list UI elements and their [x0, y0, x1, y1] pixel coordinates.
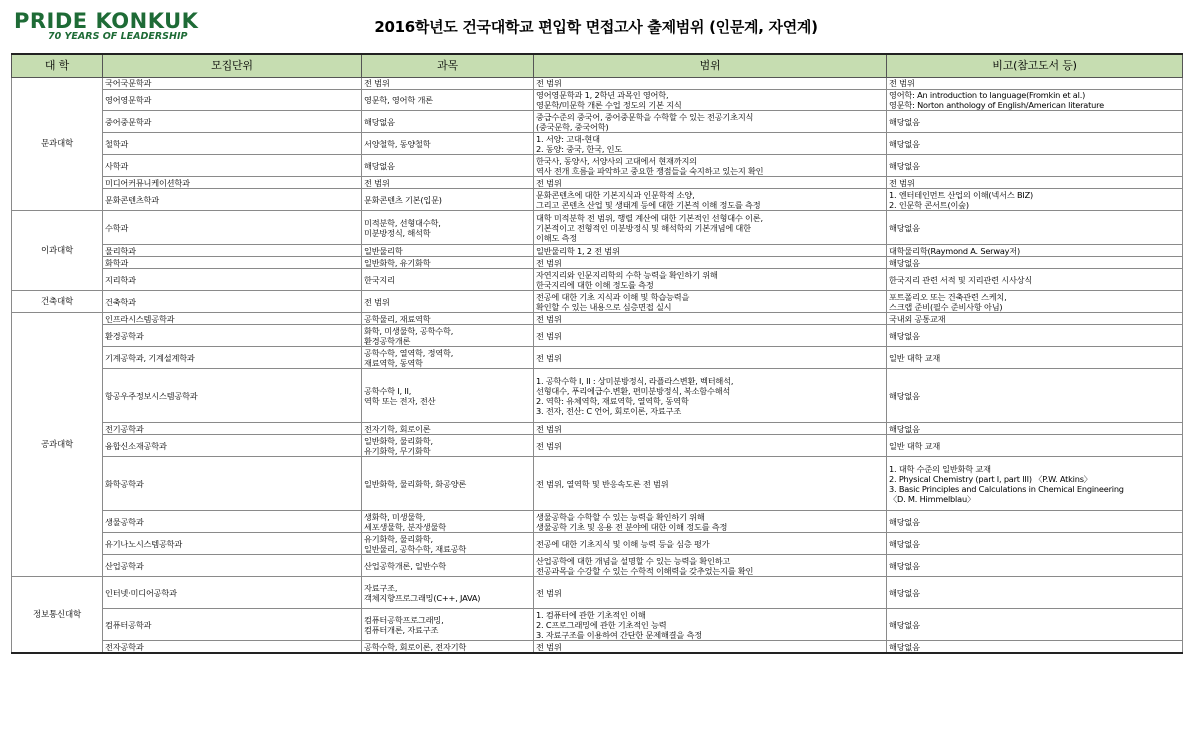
note-cell: [887, 257, 1183, 269]
note-cell: [887, 325, 1183, 347]
cell-text-line: 역학 또는 전자, 전산: [364, 395, 436, 406]
department-cell: [103, 133, 362, 155]
cell-text-line: 전 범위, 열역학 및 반응속도론 전 범위: [536, 478, 669, 489]
cell-text-line: 해당없음: [364, 116, 395, 127]
note-cell: [887, 435, 1183, 457]
cell-text-line: 전 범위: [364, 78, 390, 89]
table-row: [12, 211, 1183, 245]
cell-text-line: 공학수학, 열역학, 정역학,: [364, 347, 454, 358]
cell-text-line: 2. 동양: 중국, 한국, 인도: [536, 143, 623, 154]
cell-text-line: 한국지리 관련 서적 및 지리관련 시사상식: [889, 274, 1033, 285]
cell-text-line: 미적분학, 선형대수학,: [364, 217, 441, 228]
cell-text-line: 한국사, 동양사, 서양사의 고대에서 현재까지의: [536, 155, 697, 166]
cell-text-line: 전자공학과: [105, 641, 144, 652]
department-cell: [103, 245, 362, 257]
note-cell: [887, 245, 1183, 257]
department-cell: [103, 533, 362, 555]
cell-text-line: 전 범위: [364, 177, 390, 188]
cell-text-line: 전 범위: [536, 587, 562, 598]
cell-text-line: 1. 컴퓨터에 관한 기초적인 이해: [536, 609, 646, 620]
table-row: [12, 555, 1183, 577]
cell-text-line: 재료역학, 동역학: [364, 357, 423, 368]
cell-text-line: 객체지향프로그래밍(C++, JAVA): [364, 592, 481, 603]
subject-cell: [362, 111, 534, 133]
subject-cell: [362, 457, 534, 511]
cell-text-line: 스크랩 준비(필수 준비사항 아님): [889, 301, 1003, 312]
cell-text-line: 3. Basic Principles and Calculations in Chemical Engineering: [889, 483, 1124, 494]
cell-text-line: 서양철학, 동양철학: [364, 138, 431, 149]
note-cell: [887, 609, 1183, 641]
cell-text-line: 대학 미적분학 전 범위, 행렬 계산에 대한 기본적인 선형대수 이론,: [536, 212, 763, 223]
note-cell: [887, 78, 1183, 90]
cell-text-line: 자료구조,: [364, 582, 398, 593]
cell-text-line: 항공우주정보시스템공학과: [105, 390, 198, 401]
cell-text-line: 사학과: [105, 160, 129, 171]
department-cell: [103, 325, 362, 347]
note-cell: [887, 641, 1183, 653]
cell-text-line: 미디어커뮤니케이션학과: [105, 177, 190, 188]
table-row: [12, 313, 1183, 325]
cell-text-line: 화학과: [105, 257, 129, 268]
cell-text-line: 전 범위: [536, 641, 562, 652]
cell-text-line: 인프라시스템공학과: [105, 313, 175, 324]
department-cell: [103, 457, 362, 511]
cell-text-line: 환경공학과: [105, 330, 144, 341]
subject-cell: [362, 325, 534, 347]
header-note: 비고(참고도서 등): [887, 54, 1183, 78]
cell-text-line: 생물공학과: [105, 516, 144, 527]
cell-text-line: 전 범위: [364, 296, 390, 307]
note-cell: [887, 313, 1183, 325]
table-row: [12, 245, 1183, 257]
note-cell: [887, 177, 1183, 189]
range-cell: [534, 347, 887, 369]
range-cell: [534, 90, 887, 111]
note-cell: [887, 189, 1183, 211]
subject-cell: [362, 78, 534, 90]
subject-cell: [362, 155, 534, 177]
department-cell: [103, 555, 362, 577]
cell-text-line: 해당없음: [889, 257, 920, 268]
cell-text-line: 철학과: [105, 138, 129, 149]
note-cell: [887, 369, 1183, 423]
range-cell: [534, 257, 887, 269]
cell-text-line: 해당없음: [889, 587, 920, 598]
note-cell: [887, 90, 1183, 111]
cell-text-line: 전 범위: [536, 440, 562, 451]
department-cell: [103, 211, 362, 245]
cell-text-line: 2. 인문학 콘서트(이숲): [889, 199, 969, 210]
cell-text-line: 기계공학과, 기계설계학과: [105, 352, 195, 363]
cell-text-line: 전 범위: [536, 78, 562, 89]
college-cell: 문과대학: [12, 78, 103, 211]
cell-text-line: 〈D. M. Himmelblau〉: [889, 494, 975, 505]
cell-text-line: 역사 전개 흐름을 파악하고 중요한 쟁점들을 숙지하고 있는지 확인: [536, 165, 764, 176]
department-cell: [103, 435, 362, 457]
cell-text-line: 해당없음: [889, 330, 920, 341]
subject-cell: [362, 313, 534, 325]
cell-text-line: 화학공학과: [105, 478, 144, 489]
cell-text-line: 해당없음: [889, 560, 920, 571]
cell-text-line: 문화콘텐츠에 대한 기본지식과 인문학적 소양,: [536, 189, 695, 200]
range-cell: [534, 641, 887, 653]
department-cell: [103, 641, 362, 653]
range-cell: [534, 457, 887, 511]
subject-cell: [362, 177, 534, 189]
subject-cell: [362, 347, 534, 369]
cell-text-line: 수학과: [105, 222, 129, 233]
cell-text-line: 물리학과: [105, 245, 136, 256]
exam-scope-table: [11, 53, 1183, 654]
logo-sub-text: 70 YEARS OF LEADERSHIP: [48, 31, 188, 42]
table-row: [12, 155, 1183, 177]
cell-text-line: 그리고 콘텐츠 산업 및 생태계 등에 대한 기본적 이해 정도를 측정: [536, 199, 761, 210]
cell-text-line: 유기화학, 물리화학,: [364, 533, 433, 544]
cell-text-line: 전 범위: [536, 177, 562, 188]
cell-text-line: 산업공학개론, 일반수학: [364, 560, 446, 571]
cell-text-line: 공학수학 I, II,: [364, 385, 412, 396]
cell-text-line: 기본적이고 전형적인 미분방정식 및 해석학의 기본개념에 대한: [536, 222, 751, 233]
college-cell: 공과대학: [12, 313, 103, 577]
table-row: [12, 78, 1183, 90]
range-cell: [534, 555, 887, 577]
cell-text-line: 확인할 수 있는 내용으로 심층면접 실시: [536, 301, 672, 312]
table-row: [12, 291, 1183, 313]
cell-text-line: 일반화학, 유기화학: [364, 257, 431, 268]
cell-text-line: 해당없음: [889, 160, 920, 171]
cell-text-line: 생물공학을 수학할 수 있는 능력을 확인하기 위해: [536, 511, 705, 522]
cell-text-line: 해당없음: [889, 538, 920, 549]
table-row: [12, 533, 1183, 555]
note-cell: [887, 269, 1183, 291]
subject-cell: [362, 555, 534, 577]
cell-text-line: 해당없음: [889, 222, 920, 233]
subject-cell: [362, 257, 534, 269]
cell-text-line: 전 범위: [536, 423, 562, 434]
cell-text-line: (중국문학, 중국어학): [536, 121, 609, 132]
cell-text-line: 전 범위: [889, 78, 915, 89]
cell-text-line: 한국지리: [364, 274, 395, 285]
range-cell: [534, 291, 887, 313]
cell-text-line: 공학수학, 회로이론, 전자기학: [364, 641, 467, 652]
note-cell: [887, 111, 1183, 133]
range-cell: [534, 609, 887, 641]
cell-text-line: 일반물리학 1, 2 전 범위: [536, 245, 620, 256]
cell-text-line: 전 범위: [889, 177, 915, 188]
cell-text-line: 공학물리, 재료역학: [364, 313, 431, 324]
cell-text-line: 2. Physical Chemistry (part I, part III) 〈P.W. Atkins〉: [889, 473, 1092, 484]
subject-cell: [362, 577, 534, 609]
note-cell: [887, 511, 1183, 533]
cell-text-line: 해당없음: [889, 423, 920, 434]
subject-cell: [362, 291, 534, 313]
range-cell: [534, 211, 887, 245]
range-cell: [534, 155, 887, 177]
table-header-row: [12, 54, 1183, 78]
cell-text-line: 2. 역학: 유체역학, 재료역학, 열역학, 동역학: [536, 395, 689, 406]
cell-text-line: 컴퓨터공학프로그래밍,: [364, 614, 444, 625]
cell-text-line: 해당없음: [889, 116, 920, 127]
range-cell: [534, 435, 887, 457]
cell-text-line: 대학물리학(Raymond A. Serway저): [889, 245, 1021, 256]
note-cell: [887, 533, 1183, 555]
page-title: 2016학년도 건국대학교 편입학 면접고사 출제범위 (인문계, 자연계): [374, 18, 818, 36]
table-row: [12, 457, 1183, 511]
table-row: [12, 269, 1183, 291]
department-cell: [103, 90, 362, 111]
header-department: 모집단위: [103, 54, 362, 78]
range-cell: [534, 533, 887, 555]
range-cell: [534, 133, 887, 155]
cell-text-line: 유기나노시스템공학과: [105, 538, 183, 549]
cell-text-line: 한국지리에 대한 이해 정도를 측정: [536, 279, 654, 290]
cell-text-line: 건축학과: [105, 296, 136, 307]
range-cell: [534, 325, 887, 347]
note-cell: [887, 423, 1183, 435]
note-cell: [887, 555, 1183, 577]
cell-text-line: 1. 대학 수준의 일반화학 교재: [889, 463, 991, 474]
subject-cell: [362, 90, 534, 111]
cell-text-line: 선형대수, 푸리에급수.변환, 편미분방정식, 복소함수해석: [536, 385, 731, 396]
cell-text-line: 해당없음: [889, 516, 920, 527]
subject-cell: [362, 211, 534, 245]
header-range: 범위: [534, 54, 887, 78]
cell-text-line: 전 범위: [536, 313, 562, 324]
college-cell: 정보통신대학: [12, 577, 103, 653]
cell-text-line: 지리학과: [105, 274, 136, 285]
cell-text-line: 컴퓨터공학과: [105, 619, 152, 630]
department-cell: [103, 291, 362, 313]
department-cell: [103, 313, 362, 325]
range-cell: [534, 111, 887, 133]
cell-text-line: 해당없음: [889, 641, 920, 652]
department-cell: [103, 511, 362, 533]
cell-text-line: 자연지리와 인문지리학의 수학 능력을 확인하기 위해: [536, 269, 718, 280]
cell-text-line: 세포생물학, 분자생물학: [364, 521, 446, 532]
cell-text-line: 해당없음: [889, 138, 920, 149]
cell-text-line: 전 범위: [536, 352, 562, 363]
cell-text-line: 영어영문학과: [105, 95, 152, 106]
subject-cell: [362, 511, 534, 533]
cell-text-line: 해당없음: [889, 390, 920, 401]
note-cell: [887, 347, 1183, 369]
note-cell: [887, 577, 1183, 609]
cell-text-line: 일반화학, 물리화학, 화공양론: [364, 478, 467, 489]
cell-text-line: 해당없음: [364, 160, 395, 171]
cell-text-line: 일반 대학 교재: [889, 352, 941, 363]
table-row: [12, 177, 1183, 189]
cell-text-line: 산업공학과: [105, 560, 144, 571]
header-college: 대 학: [12, 54, 103, 78]
department-cell: [103, 177, 362, 189]
logo-main-text: PRIDE KONKUK: [14, 9, 199, 33]
range-cell: [534, 369, 887, 423]
cell-text-line: 문화콘텐츠학과: [105, 194, 159, 205]
department-cell: [103, 111, 362, 133]
cell-text-line: 일반화학, 물리화학,: [364, 435, 433, 446]
table-body: [12, 78, 1183, 653]
cell-text-line: 3. 자료구조를 이용하여 간단한 문제해결을 측정: [536, 630, 702, 640]
note-cell: [887, 211, 1183, 245]
department-cell: [103, 155, 362, 177]
department-cell: [103, 189, 362, 211]
table-row: [12, 347, 1183, 369]
cell-text-line: 문화콘텐츠 기본(입문): [364, 194, 442, 205]
table-row: [12, 133, 1183, 155]
department-cell: [103, 269, 362, 291]
cell-text-line: 2. C프로그래밍에 관한 기초적인 능력: [536, 619, 667, 630]
subject-cell: [362, 423, 534, 435]
cell-text-line: 영문학: Norton anthology of English/American literature: [889, 100, 1104, 111]
range-cell: [534, 269, 887, 291]
cell-text-line: 영문학, 영어학 개론: [364, 95, 433, 106]
cell-text-line: 일반물리학: [364, 245, 403, 256]
cell-text-line: 3. 전자, 전산: C 언어, 회로이론, 자료구조: [536, 406, 682, 417]
cell-text-line: 전공과목을 수강할 수 있는 수학적 이해력을 갖추었는지를 확인: [536, 565, 754, 576]
cell-text-line: 중어중문학과: [105, 116, 152, 127]
table-row: [12, 189, 1183, 211]
cell-text-line: 1. 공학수학 I, II : 상미분방정식, 라플라스변환, 벡터해석,: [536, 375, 734, 386]
department-cell: [103, 609, 362, 641]
cell-text-line: 생물공학 기초 및 응용 전 분야에 대한 이해 정도를 측정: [536, 521, 728, 532]
table-row: [12, 511, 1183, 533]
note-cell: [887, 133, 1183, 155]
table-row: [12, 257, 1183, 269]
cell-text-line: 전공에 대한 기초지식 및 이해 능력 등을 심층 평가: [536, 538, 710, 549]
cell-text-line: 1. 엔터테인먼트 산업의 이해(넥서스 BIZ): [889, 189, 1033, 200]
table-row: [12, 423, 1183, 435]
cell-text-line: 인터넷·미디어공학과: [105, 587, 177, 598]
department-cell: [103, 347, 362, 369]
header-subject: 과목: [362, 54, 534, 78]
cell-text-line: 전 범위: [536, 330, 562, 341]
table-row: [12, 90, 1183, 111]
cell-text-line: 일반물리, 공학수학, 재료공학: [364, 543, 467, 554]
cell-text-line: 영어학: An introduction to language(Fromkin et al.): [889, 90, 1086, 100]
table-row: [12, 641, 1183, 653]
table-row: [12, 369, 1183, 423]
subject-cell: [362, 609, 534, 641]
cell-text-line: 융합신소재공학과: [105, 440, 167, 451]
subject-cell: [362, 269, 534, 291]
department-cell: [103, 369, 362, 423]
range-cell: [534, 78, 887, 90]
table-row: [12, 577, 1183, 609]
cell-text-line: 전공에 대한 기초 지식과 이해 및 학습능력을: [536, 291, 690, 302]
table-row: [12, 111, 1183, 133]
cell-text-line: 전 범위: [536, 257, 562, 268]
cell-text-line: 화학, 미생물학, 공학수학,: [364, 325, 454, 336]
cell-text-line: 중급수준의 중국어, 중어중문학을 수학할 수 있는 전공기초지식: [536, 111, 754, 122]
note-cell: [887, 155, 1183, 177]
college-cell: 이과대학: [12, 211, 103, 291]
cell-text-line: 포트폴리오 또는 건축관련 스케치,: [889, 291, 1007, 302]
range-cell: [534, 313, 887, 325]
range-cell: [534, 245, 887, 257]
subject-cell: [362, 641, 534, 653]
cell-text-line: 일반 대학 교재: [889, 440, 941, 451]
note-cell: [887, 457, 1183, 511]
table-row: [12, 609, 1183, 641]
cell-text-line: 환경공학개론: [364, 335, 411, 346]
college-cell: 건축대학: [12, 291, 103, 313]
cell-text-line: 국내외 공통교재: [889, 313, 946, 324]
department-cell: [103, 257, 362, 269]
subject-cell: [362, 435, 534, 457]
department-cell: [103, 78, 362, 90]
cell-text-line: 1. 서양: 고대-현대: [536, 133, 600, 144]
cell-text-line: 영어영문학과 1, 2학년 과목인 영어학,: [536, 90, 669, 100]
department-cell: [103, 423, 362, 435]
subject-cell: [362, 189, 534, 211]
subject-cell: [362, 369, 534, 423]
cell-text-line: 전자기학, 회로이론: [364, 423, 431, 434]
range-cell: [534, 577, 887, 609]
cell-text-line: 전기공학과: [105, 423, 144, 434]
cell-text-line: 산업공학에 대한 개념을 설명할 수 있는 능력을 확인하고: [536, 555, 731, 566]
note-cell: [887, 291, 1183, 313]
cell-text-line: 유기화학, 무기화학: [364, 445, 431, 456]
range-cell: [534, 189, 887, 211]
range-cell: [534, 177, 887, 189]
range-cell: [534, 511, 887, 533]
cell-text-line: 생화학, 미생물학,: [364, 511, 426, 522]
subject-cell: [362, 245, 534, 257]
subject-cell: [362, 133, 534, 155]
table-row: [12, 325, 1183, 347]
department-cell: [103, 577, 362, 609]
cell-text-line: 국어국문학과: [105, 78, 152, 89]
table-row: [12, 435, 1183, 457]
cell-text-line: 컴퓨터개론, 자료구조: [364, 624, 439, 635]
cell-text-line: 이해도 측정: [536, 233, 577, 243]
subject-cell: [362, 533, 534, 555]
cell-text-line: 해당없음: [889, 619, 920, 630]
cell-text-line: 미분방정식, 해석학: [364, 227, 431, 238]
range-cell: [534, 423, 887, 435]
cell-text-line: 영문학/미문학 개론 수업 정도의 기본 지식: [536, 100, 682, 111]
